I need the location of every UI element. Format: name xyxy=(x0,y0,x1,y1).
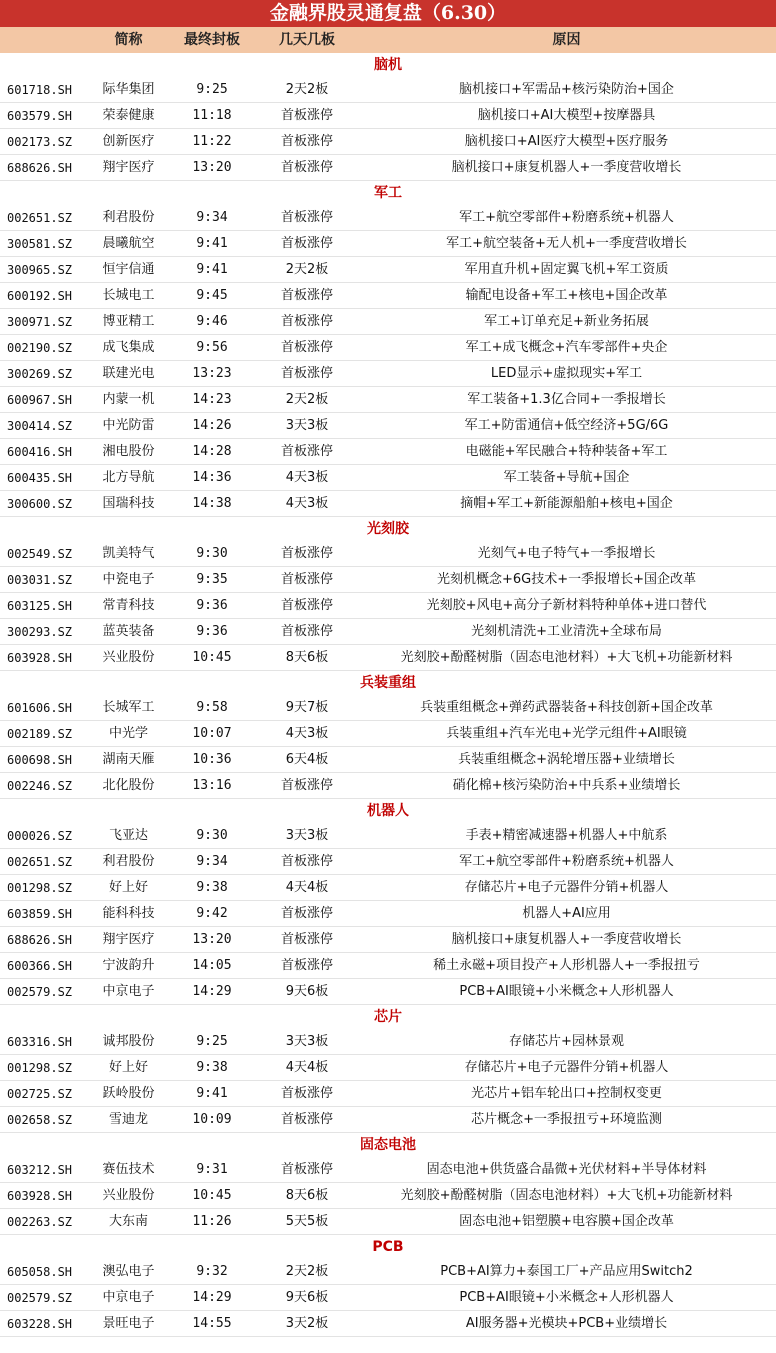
limit-reason: 军工+航空装备+无人机+一季度营收增长 xyxy=(446,236,687,251)
stock-name: 利君股份 xyxy=(102,210,155,225)
stock-code: 601718.SH xyxy=(7,83,73,97)
table-row xyxy=(0,901,776,927)
header-code xyxy=(0,27,90,53)
limit-time: 14:26 xyxy=(192,418,232,433)
table-row xyxy=(0,1107,776,1133)
board-count: 首板涨停 xyxy=(280,624,333,639)
stock-name: 蓝英装备 xyxy=(102,624,155,639)
table-row xyxy=(0,875,776,901)
stock-code: 001298.SZ xyxy=(7,1061,73,1075)
table-row xyxy=(0,979,776,1005)
board-count: 5天5板 xyxy=(285,1214,329,1229)
board-count: 9天6板 xyxy=(285,984,329,999)
stock-name: 好上好 xyxy=(108,880,148,895)
stock-name: 能科科技 xyxy=(102,906,155,921)
board-count: 6天4板 xyxy=(285,752,329,767)
limit-time: 9:25 xyxy=(196,1034,228,1049)
stock-name: 跃岭股份 xyxy=(102,1086,155,1101)
table-row xyxy=(0,1209,776,1235)
table-row xyxy=(0,567,776,593)
table-row xyxy=(0,231,776,257)
board-count: 首板涨停 xyxy=(280,572,333,587)
limit-reason: 输配电设备+军工+核电+国企改革 xyxy=(465,288,668,303)
stock-name: 长城电工 xyxy=(102,288,155,303)
limit-time: 9:41 xyxy=(196,262,228,277)
stock-code: 002173.SZ xyxy=(7,135,73,149)
stock-code: 600698.SH xyxy=(7,753,73,767)
limit-reason: AI服务器+光模块+PCB+业绩增长 xyxy=(465,1316,668,1331)
board-count: 2天2板 xyxy=(285,262,329,277)
stock-code: 603316.SH xyxy=(7,1035,73,1049)
limit-time: 10:07 xyxy=(192,726,232,741)
board-count: 首板涨停 xyxy=(280,778,333,793)
limit-time: 9:30 xyxy=(196,828,228,843)
board-count: 3天3板 xyxy=(285,828,329,843)
board-count: 首板涨停 xyxy=(280,906,333,921)
stock-name: 翔宇医疗 xyxy=(102,160,155,175)
board-count: 4天3板 xyxy=(285,496,329,511)
table-row xyxy=(0,439,776,465)
stock-name: 联建光电 xyxy=(102,366,155,381)
stock-name: 兴业股份 xyxy=(102,650,155,665)
limit-time: 14:55 xyxy=(192,1316,232,1331)
limit-time: 10:36 xyxy=(192,752,232,767)
table-row xyxy=(0,387,776,413)
limit-reason: 存储芯片+电子元器件分销+机器人 xyxy=(464,880,669,895)
table-row xyxy=(0,645,776,671)
board-count: 8天6板 xyxy=(285,1188,329,1203)
table-row xyxy=(0,619,776,645)
board-count: 首板涨停 xyxy=(280,932,333,947)
table-row xyxy=(0,849,776,875)
limit-reason: 脑机接口+康复机器人+一季度营收增长 xyxy=(451,160,682,175)
board-count: 8天6板 xyxy=(285,650,329,665)
stock-name: 长城军工 xyxy=(102,700,155,715)
stock-code: 300293.SZ xyxy=(7,625,73,639)
table-body xyxy=(0,53,776,1337)
table-row xyxy=(0,283,776,309)
limit-reason: 军工+航空零部件+粉磨系统+机器人 xyxy=(459,210,674,225)
stock-code: 001298.SZ xyxy=(7,881,73,895)
limit-time: 9:56 xyxy=(196,340,228,355)
limit-time: 9:34 xyxy=(196,210,228,225)
stock-code: 603859.SH xyxy=(7,907,73,921)
limit-reason: 军工+航空零部件+粉磨系统+机器人 xyxy=(459,854,674,869)
stock-name: 常青科技 xyxy=(102,598,155,613)
table-row xyxy=(0,1029,776,1055)
stock-name: 国瑞科技 xyxy=(102,496,155,511)
table-row xyxy=(0,1081,776,1107)
board-count: 首板涨停 xyxy=(280,444,333,459)
section-heading: 机器人 xyxy=(367,803,409,819)
stock-code: 300965.SZ xyxy=(7,263,73,277)
board-count: 9天6板 xyxy=(285,1290,329,1305)
limit-time: 9:45 xyxy=(196,288,228,303)
table-row xyxy=(0,747,776,773)
limit-time: 9:31 xyxy=(196,1162,228,1177)
stock-name: 北方导航 xyxy=(102,470,155,485)
stock-name: 中光学 xyxy=(108,726,148,741)
section-heading: PCB xyxy=(372,1239,404,1255)
stock-code: 002725.SZ xyxy=(7,1087,73,1101)
limit-reason: 军用直升机+固定翼飞机+军工资质 xyxy=(464,262,669,277)
stock-code: 600192.SH xyxy=(7,289,73,303)
board-count: 首板涨停 xyxy=(280,160,333,175)
stock-name: 中瓷电子 xyxy=(102,572,155,587)
limit-time: 9:35 xyxy=(196,572,228,587)
limit-reason: 兵装重组+汽车光电+光学元组件+AI眼镜 xyxy=(446,726,687,741)
limit-reason: 存储芯片+园林景观 xyxy=(509,1034,624,1049)
limit-reason: 军工装备+导航+国企 xyxy=(503,470,630,485)
stock-name: 湖南天雁 xyxy=(102,752,155,767)
limit-reason: 手表+精密减速器+机器人+中航系 xyxy=(465,828,668,843)
stock-name: 晨曦航空 xyxy=(102,236,155,251)
stock-code: 002579.SZ xyxy=(7,985,73,999)
limit-time: 11:22 xyxy=(192,134,232,149)
table-row xyxy=(0,129,776,155)
limit-reason: LED显示+虚拟现实+军工 xyxy=(490,366,643,381)
limit-time: 14:29 xyxy=(192,1290,232,1305)
limit-reason: 摘帽+军工+新能源船舶+核电+国企 xyxy=(460,496,673,511)
stock-name: 湘电股份 xyxy=(102,444,155,459)
board-count: 首板涨停 xyxy=(280,1162,333,1177)
stock-code: 002190.SZ xyxy=(7,341,73,355)
stock-code: 603928.SH xyxy=(7,651,73,665)
table-row xyxy=(0,309,776,335)
limit-reason: 脑机接口+军需品+核污染防治+国企 xyxy=(459,82,674,97)
limit-reason: PCB+AI眼镜+小米概念+人形机器人 xyxy=(459,984,674,999)
stock-name: 成飞集成 xyxy=(102,340,155,355)
stock-code: 002651.SZ xyxy=(7,211,73,225)
stock-name: 荣泰健康 xyxy=(102,108,155,123)
limit-time: 14:29 xyxy=(192,984,232,999)
stock-name: 雪迪龙 xyxy=(108,1112,148,1127)
stock-code: 300600.SZ xyxy=(7,497,73,511)
board-count: 4天4板 xyxy=(285,1060,329,1075)
limit-time: 13:20 xyxy=(192,160,232,175)
stock-code: 603928.SH xyxy=(7,1189,73,1203)
board-count: 首板涨停 xyxy=(280,108,333,123)
stock-code: 605058.SH xyxy=(7,1265,73,1279)
board-count: 首板涨停 xyxy=(280,366,333,381)
section-heading: 光刻胶 xyxy=(367,521,409,537)
limit-reason: 机器人+AI应用 xyxy=(522,906,611,921)
board-count: 首板涨停 xyxy=(280,210,333,225)
stock-name: 大东南 xyxy=(108,1214,148,1229)
limit-time: 9:36 xyxy=(196,598,228,613)
board-count: 首板涨停 xyxy=(280,288,333,303)
table-row xyxy=(0,1157,776,1183)
stock-name: 北化股份 xyxy=(102,778,155,793)
section-heading: 芯片 xyxy=(374,1009,402,1025)
limit-time: 9:34 xyxy=(196,854,228,869)
stock-code: 600366.SH xyxy=(7,959,73,973)
stock-name: 景旺电子 xyxy=(102,1316,155,1331)
limit-reason: 稀土永磁+项目投产+人形机器人+一季报扭亏 xyxy=(433,958,700,973)
limit-reason: 光刻机清洗+工业清洗+全球布局 xyxy=(471,624,662,639)
limit-time: 10:09 xyxy=(192,1112,232,1127)
board-count: 首板涨停 xyxy=(280,236,333,251)
limit-time: 14:36 xyxy=(192,470,232,485)
limit-time: 9:58 xyxy=(196,700,228,715)
limit-reason: 电磁能+军民融合+特种装备+军工 xyxy=(465,444,668,459)
table-row xyxy=(0,361,776,387)
board-count: 首板涨停 xyxy=(280,314,333,329)
section-heading: 兵装重组 xyxy=(360,675,416,691)
limit-reason: 光刻胶+酚醛树脂（固态电池材料）+大飞机+功能新材料 xyxy=(400,650,733,665)
table-row xyxy=(0,335,776,361)
stock-code: 000026.SZ xyxy=(7,829,73,843)
stock-name: 凯美特气 xyxy=(102,546,155,561)
board-count: 首板涨停 xyxy=(280,598,333,613)
stock-code: 002246.SZ xyxy=(7,779,73,793)
limit-reason: 固态电池+供货盛合晶微+光伏材料+半导体材料 xyxy=(426,1162,707,1177)
stock-code: 600416.SH xyxy=(7,445,73,459)
limit-time: 9:25 xyxy=(196,82,228,97)
limit-reason: 军工+订单充足+新业务拓展 xyxy=(484,314,649,329)
board-count: 首板涨停 xyxy=(280,134,333,149)
limit-time: 13:20 xyxy=(192,932,232,947)
header-reason: 原因 xyxy=(552,32,581,48)
table-row xyxy=(0,953,776,979)
stock-code: 300269.SZ xyxy=(7,367,73,381)
stock-code: 603125.SH xyxy=(7,599,73,613)
limit-time: 14:05 xyxy=(192,958,232,973)
section-heading: 固态电池 xyxy=(360,1137,416,1153)
board-count: 3天2板 xyxy=(285,1316,329,1331)
section-heading: 军工 xyxy=(374,185,402,201)
limit-time: 10:45 xyxy=(192,1188,232,1203)
stock-code: 002263.SZ xyxy=(7,1215,73,1229)
table-row xyxy=(0,1311,776,1337)
board-count: 2天2板 xyxy=(285,392,329,407)
stock-code: 002579.SZ xyxy=(7,1291,73,1305)
table-header xyxy=(0,27,776,53)
limit-time: 9:46 xyxy=(196,314,228,329)
table-row xyxy=(0,1183,776,1209)
limit-reason: 脑机接口+康复机器人+一季度营收增长 xyxy=(451,932,682,947)
limit-reason: 光刻机概念+6G技术+一季报增长+国企改革 xyxy=(436,572,697,587)
stock-name: 利君股份 xyxy=(102,854,155,869)
stock-code: 002189.SZ xyxy=(7,727,73,741)
limit-reason: 光刻气+电子特气+一季报增长 xyxy=(477,546,656,561)
limit-time: 9:32 xyxy=(196,1264,228,1279)
stock-code: 688626.SH xyxy=(7,161,73,175)
stock-code: 688626.SH xyxy=(7,933,73,947)
limit-time: 14:38 xyxy=(192,496,232,511)
stock-code: 003031.SZ xyxy=(7,573,73,587)
limit-time: 9:41 xyxy=(196,1086,228,1101)
limit-time: 11:26 xyxy=(192,1214,232,1229)
stock-name: 翔宇医疗 xyxy=(102,932,155,947)
limit-time: 14:23 xyxy=(192,392,232,407)
table-row xyxy=(0,257,776,283)
section-heading: 脑机 xyxy=(374,57,402,73)
stock-name: 际华集团 xyxy=(102,82,155,97)
board-count: 9天7板 xyxy=(285,700,329,715)
stock-name: 中京电子 xyxy=(102,1290,155,1305)
limit-time: 9:41 xyxy=(196,236,228,251)
limit-time: 14:28 xyxy=(192,444,232,459)
stock-code: 300414.SZ xyxy=(7,419,73,433)
limit-time: 9:38 xyxy=(196,1060,228,1075)
limit-reason: 光芯片+铝车轮出口+控制权变更 xyxy=(471,1086,662,1101)
limit-reason: 存储芯片+电子元器件分销+机器人 xyxy=(464,1060,669,1075)
table-row xyxy=(0,1285,776,1311)
table-row xyxy=(0,773,776,799)
stock-name: 好上好 xyxy=(108,1060,148,1075)
board-count: 首板涨停 xyxy=(280,546,333,561)
board-count: 3天3板 xyxy=(285,1034,329,1049)
limit-time: 11:18 xyxy=(192,108,232,123)
board-count: 3天3板 xyxy=(285,418,329,433)
stock-code: 600435.SH xyxy=(7,471,73,485)
board-count: 首板涨停 xyxy=(280,340,333,355)
table-row xyxy=(0,103,776,129)
board-count: 4天3板 xyxy=(285,726,329,741)
limit-time: 9:42 xyxy=(196,906,228,921)
table-row xyxy=(0,205,776,231)
stock-code: 002651.SZ xyxy=(7,855,73,869)
stock-name: 飞亚达 xyxy=(108,828,148,843)
limit-reason: 脑机接口+AI医疗大模型+医疗服务 xyxy=(464,134,669,149)
board-count: 首板涨停 xyxy=(280,1086,333,1101)
stock-name: 赛伍技术 xyxy=(102,1162,155,1177)
limit-reason: 脑机接口+AI大模型+按摩器具 xyxy=(477,108,656,123)
header-name: 简称 xyxy=(114,32,143,48)
board-count: 4天4板 xyxy=(285,880,329,895)
stock-name: 中光防雷 xyxy=(102,418,155,433)
limit-reason: 兵装重组概念+弹药武器装备+科技创新+国企改革 xyxy=(420,700,713,715)
limit-time: 9:38 xyxy=(196,880,228,895)
limit-reason: 光刻胶+酚醛树脂（固态电池材料）+大飞机+功能新材料 xyxy=(400,1188,733,1203)
stock-code: 002658.SZ xyxy=(7,1113,73,1127)
stock-code: 002549.SZ xyxy=(7,547,73,561)
limit-reason: PCB+AI算力+泰国工厂+产品应用Switch2 xyxy=(440,1264,693,1279)
stock-code: 603228.SH xyxy=(7,1317,73,1331)
limit-time: 10:45 xyxy=(192,650,232,665)
stock-code: 600967.SH xyxy=(7,393,73,407)
stock-name: 宁波韵升 xyxy=(102,958,155,973)
header-time: 最终封板 xyxy=(184,32,240,48)
table-row xyxy=(0,1259,776,1285)
limit-time: 13:16 xyxy=(192,778,232,793)
stock-name: 中京电子 xyxy=(102,984,155,999)
stock-code: 601606.SH xyxy=(7,701,73,715)
board-count: 首板涨停 xyxy=(280,958,333,973)
table-row xyxy=(0,593,776,619)
stock-name: 内蒙一机 xyxy=(102,392,155,407)
page-title: 金融界股灵通复盘（6.30） xyxy=(0,0,776,27)
limit-reason: 兵装重组概念+涡轮增压器+业绩增长 xyxy=(458,752,675,767)
stock-name: 创新医疗 xyxy=(102,134,155,149)
table-row xyxy=(0,927,776,953)
table-row xyxy=(0,721,776,747)
limit-time: 13:23 xyxy=(192,366,232,381)
limit-reason: 硝化棉+核污染防治+中兵系+业绩增长 xyxy=(452,778,681,793)
limit-time: 9:30 xyxy=(196,546,228,561)
table-row xyxy=(0,155,776,181)
stock-code: 300971.SZ xyxy=(7,315,73,329)
limit-reason: PCB+AI眼镜+小米概念+人形机器人 xyxy=(459,1290,674,1305)
table-row xyxy=(0,823,776,849)
board-count: 首板涨停 xyxy=(280,1112,333,1127)
table-row xyxy=(0,1055,776,1081)
limit-reason: 军工+成飞概念+汽车零部件+央企 xyxy=(465,340,668,355)
stock-name: 兴业股份 xyxy=(102,1188,155,1203)
stock-name: 澳弘电子 xyxy=(102,1264,155,1279)
limit-reason: 军工+防雷通信+低空经济+5G/6G xyxy=(464,418,669,433)
table-row xyxy=(0,465,776,491)
table-row xyxy=(0,541,776,567)
table-row xyxy=(0,491,776,517)
stock-name: 诚邦股份 xyxy=(102,1034,155,1049)
limit-reason: 军工装备+1.3亿合同+一季报增长 xyxy=(467,392,666,407)
limit-reason: 光刻胶+风电+高分子新材料特种单体+进口替代 xyxy=(426,598,707,613)
limit-reason: 固态电池+铝塑膜+电容膜+国企改革 xyxy=(459,1214,674,1229)
table-row xyxy=(0,695,776,721)
stock-name: 恒宇信通 xyxy=(102,262,155,277)
stock-name: 博亚精工 xyxy=(102,314,155,329)
stock-code: 603212.SH xyxy=(7,1163,73,1177)
board-count: 首板涨停 xyxy=(280,854,333,869)
board-count: 4天3板 xyxy=(285,470,329,485)
table-row xyxy=(0,77,776,103)
header-boards: 几天几板 xyxy=(279,32,335,48)
stock-code: 300581.SZ xyxy=(7,237,73,251)
board-count: 2天2板 xyxy=(285,82,329,97)
limit-reason: 芯片概念+一季报扭亏+环境监测 xyxy=(471,1112,662,1127)
table-row xyxy=(0,413,776,439)
limit-time: 9:36 xyxy=(196,624,228,639)
board-count: 2天2板 xyxy=(285,1264,329,1279)
stock-code: 603579.SH xyxy=(7,109,73,123)
